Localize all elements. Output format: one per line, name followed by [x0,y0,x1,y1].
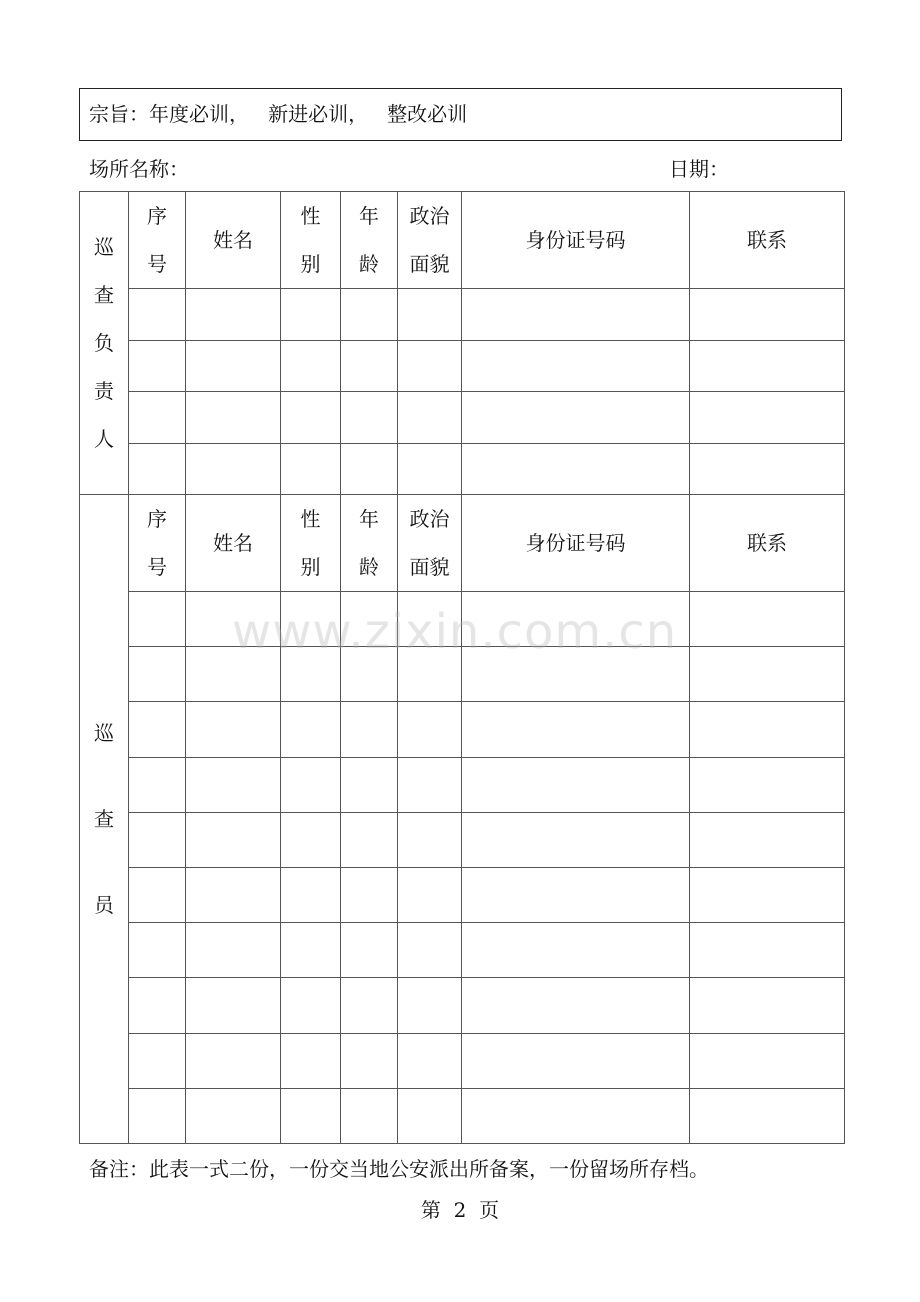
blank-cell-political[interactable] [398,923,462,978]
blank-cell-id-number[interactable] [462,1033,690,1088]
col-header-id-number: 身份证号码 [462,495,690,592]
blank-cell-age[interactable] [341,812,398,867]
date-label: 日期： [669,157,729,181]
blank-cell-political[interactable] [398,757,462,812]
blank-cell-political[interactable] [398,392,462,444]
blank-cell-id-number[interactable] [462,812,690,867]
blank-cell-seq[interactable] [129,647,186,702]
table-row [80,443,845,495]
table-row [80,289,845,341]
col-header-age-line: 龄 [359,252,379,276]
blank-cell-seq[interactable] [129,867,186,922]
blank-cell-age[interactable] [341,443,398,495]
blank-cell-gender[interactable] [281,867,341,922]
table-row [80,1033,845,1088]
col-header-gender-line: 性 [300,204,321,228]
table-row [80,867,845,922]
blank-cell-seq[interactable] [129,443,186,495]
blank-cell-contact[interactable] [690,757,845,812]
blank-cell-gender[interactable] [281,702,341,757]
blank-cell-name[interactable] [186,1033,281,1088]
blank-cell-id-number[interactable] [462,340,690,392]
table-row [80,812,845,867]
blank-cell-name[interactable] [186,812,281,867]
blank-cell-age[interactable] [341,289,398,341]
inspector-header-row [80,495,845,592]
blank-cell-contact[interactable] [690,812,845,867]
col-header-age [341,495,398,592]
blank-cell-contact[interactable] [690,1088,845,1143]
blank-cell-gender[interactable] [281,978,341,1033]
blank-cell-contact[interactable] [690,647,845,702]
watermark: www.zixin.com.cn [232,604,678,660]
blank-cell-name[interactable] [186,923,281,978]
blank-cell-contact[interactable] [690,867,845,922]
blank-cell-name[interactable] [186,867,281,922]
blank-cell-age[interactable] [341,757,398,812]
col-header-contact: 联系 [690,192,845,289]
blank-cell-gender[interactable] [281,340,341,392]
section-label-char: 负 [94,331,114,355]
blank-cell-political[interactable] [398,702,462,757]
blank-cell-contact[interactable] [690,392,845,444]
purpose-box: 宗旨：年度必训， 新进必训， 整改必训 [79,88,842,141]
col-header-political-line: 面貌 [409,252,450,276]
blank-cell-seq[interactable] [129,1088,186,1143]
col-header-name: 姓名 [186,495,281,592]
blank-cell-gender[interactable] [281,289,341,341]
section-label-char: 查 [94,806,114,831]
blank-cell-gender[interactable] [281,923,341,978]
blank-cell-age[interactable] [341,392,398,444]
col-header-political-line: 政治 [409,507,450,531]
blank-cell-contact[interactable] [690,443,845,495]
inspector-section-label [80,495,129,1144]
blank-cell-name[interactable] [186,392,281,444]
section-label-char: 责 [94,379,114,403]
section-label-char: 人 [94,427,114,451]
page-number: 第 2 页 [420,1198,500,1222]
blank-cell-contact[interactable] [690,978,845,1033]
col-header-seq-line: 序 [147,507,167,531]
table-row [80,1088,845,1143]
blank-cell-gender[interactable] [281,757,341,812]
section-label-char: 巡 [94,720,114,745]
col-header-age-line: 年 [359,204,379,228]
blank-cell-political[interactable] [398,443,462,495]
col-header-age [341,192,398,289]
table-row [80,702,845,757]
section-label-char: 员 [94,892,114,917]
table-row [80,392,845,444]
blank-cell-contact[interactable] [690,289,845,341]
blank-cell-contact[interactable] [690,923,845,978]
blank-cell-age[interactable] [341,1033,398,1088]
blank-cell-name[interactable] [186,757,281,812]
leader-section-label [80,192,129,495]
blank-cell-seq[interactable] [129,289,186,341]
blank-cell-id-number[interactable] [462,867,690,922]
patrol-personnel-table [79,191,845,1144]
col-header-seq-line: 号 [147,555,167,579]
col-header-seq-line: 号 [147,252,167,276]
col-header-id-number: 身份证号码 [462,192,690,289]
col-header-political-line: 面貌 [409,555,450,579]
blank-cell-id-number[interactable] [462,289,690,341]
blank-cell-name[interactable] [186,289,281,341]
blank-cell-id-number[interactable] [462,923,690,978]
col-header-political [398,495,462,592]
blank-cell-name[interactable] [186,702,281,757]
section-label-char: 巡 [94,235,114,259]
blank-cell-seq[interactable] [129,392,186,444]
col-header-seq [129,192,186,289]
blank-cell-seq[interactable] [129,757,186,812]
col-header-seq [129,495,186,592]
col-header-political-line: 政治 [409,204,450,228]
table-row [80,757,845,812]
table-row [80,923,845,978]
blank-cell-contact[interactable] [690,702,845,757]
col-header-contact: 联系 [690,495,845,592]
blank-cell-age[interactable] [341,867,398,922]
blank-cell-gender[interactable] [281,1088,341,1143]
blank-cell-gender[interactable] [281,812,341,867]
blank-cell-political[interactable] [398,1088,462,1143]
blank-cell-gender[interactable] [281,1033,341,1088]
blank-cell-seq[interactable] [129,812,186,867]
blank-cell-political[interactable] [398,340,462,392]
blank-cell-id-number[interactable] [462,978,690,1033]
blank-cell-contact[interactable] [690,592,845,647]
blank-cell-name[interactable] [186,340,281,392]
blank-cell-id-number[interactable] [462,392,690,444]
blank-cell-age[interactable] [341,702,398,757]
blank-cell-seq[interactable] [129,592,186,647]
blank-cell-id-number[interactable] [462,702,690,757]
blank-cell-age[interactable] [341,1088,398,1143]
blank-cell-seq[interactable] [129,340,186,392]
blank-cell-gender[interactable] [281,443,341,495]
blank-cell-political[interactable] [398,289,462,341]
col-header-seq-line: 序 [147,204,167,228]
leader-header-row [80,192,845,289]
col-header-gender [281,495,341,592]
remark-note: 备注：此表一式二份，一份交当地公安派出所备案，一份留场所存档。 [89,1157,709,1181]
blank-cell-id-number[interactable] [462,443,690,495]
blank-cell-political[interactable] [398,812,462,867]
blank-cell-contact[interactable] [690,340,845,392]
blank-cell-name[interactable] [186,1088,281,1143]
blank-cell-age[interactable] [341,978,398,1033]
col-header-political [398,192,462,289]
table-row [80,978,845,1033]
col-header-gender-line: 别 [300,252,321,276]
col-header-gender [281,192,341,289]
table-body [80,192,845,1144]
blank-cell-political[interactable] [398,867,462,922]
col-header-gender-line: 性 [300,507,321,531]
blank-cell-political[interactable] [398,1033,462,1088]
venue-name-label: 场所名称： [89,157,189,181]
blank-cell-age[interactable] [341,923,398,978]
blank-cell-age[interactable] [341,340,398,392]
blank-cell-id-number[interactable] [462,1088,690,1143]
col-header-gender-line: 别 [300,555,321,579]
table-row [80,340,845,392]
blank-cell-seq[interactable] [129,978,186,1033]
blank-cell-contact[interactable] [690,1033,845,1088]
col-header-name: 姓名 [186,192,281,289]
col-header-age-line: 龄 [359,555,379,579]
section-label-char: 查 [94,283,114,307]
blank-cell-name[interactable] [186,978,281,1033]
blank-cell-name[interactable] [186,443,281,495]
blank-cell-id-number[interactable] [462,757,690,812]
blank-cell-seq[interactable] [129,923,186,978]
col-header-age-line: 年 [359,507,379,531]
blank-cell-political[interactable] [398,978,462,1033]
blank-cell-seq[interactable] [129,702,186,757]
blank-cell-gender[interactable] [281,392,341,444]
blank-cell-seq[interactable] [129,1033,186,1088]
